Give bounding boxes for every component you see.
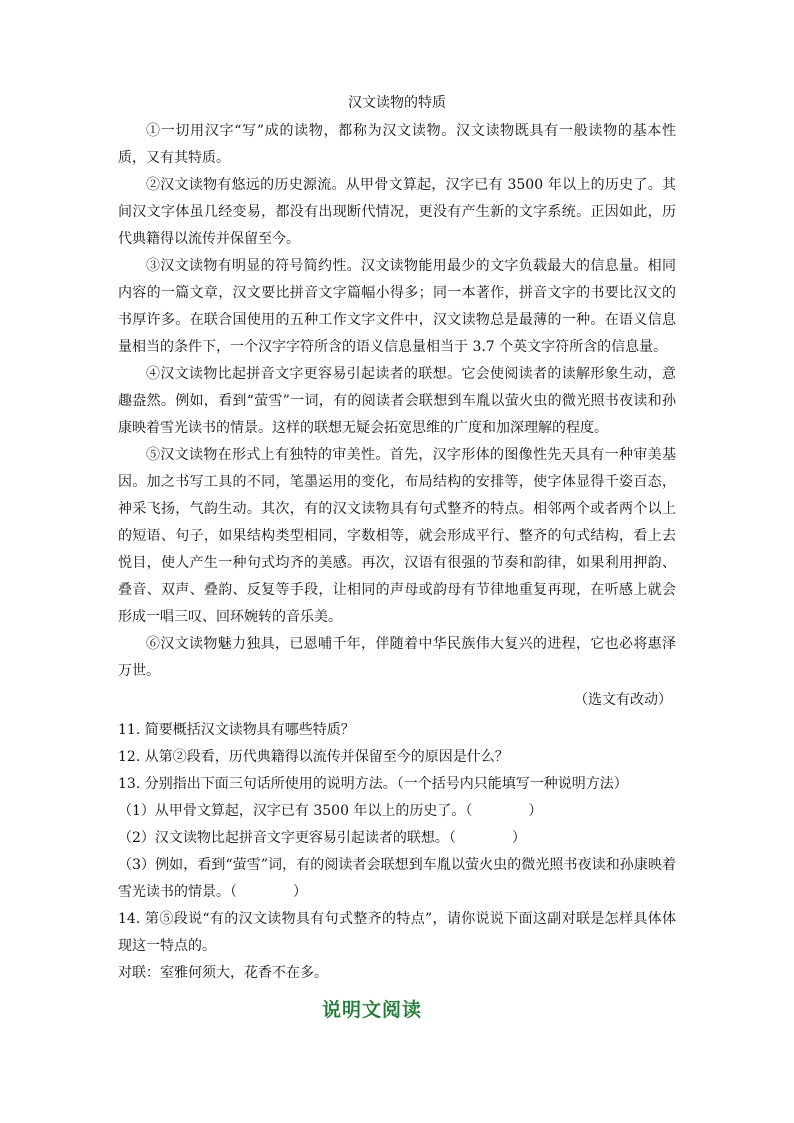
question-14: 14. 第⑤段说“有的汉文读物具有句式整齐的特点”，请你说说下面这副对联是怎样具体体现这一特点的。 bbox=[118, 911, 676, 954]
paragraph-3: ③汉文读物有明显的符号简约性。汉文读物能用最少的文字负载最大的信息量。相同内容的一篇文章，汉文要比拼音文字篇幅小得多；同一本著作，拼音文字的书要比汉文的书厚许多。在联合国使用的五种工作文字文件中，汉文读物总是最薄的一种。在语义信息量相当的条件下，一个汉字字符所含的语义信息量相当于 3.7 个英文字符所含的信息量。 bbox=[118, 258, 676, 355]
source-note: （选文有改动） bbox=[574, 692, 672, 708]
article-title: 汉文读物的特质 bbox=[348, 95, 446, 111]
paragraph-5: ⑤汉文读物在形式上有独特的审美性。首先，汉字形体的图像性先天具有一种审美基因。加之书写工具的不同，笔墨运用的变化，布局结构的安排等，使字体显得千姿百态，神采飞扬，气韵生动。其次，有的汉文读物具有句式整齐的特点。相邻两个或者两个以上的短语、句子，如果结构类型相同，字数相等，就会形成平行、整齐的句式结构，看上去悦目，使人产生一种句式均齐的美感。再次，汉语有很强的节奏和韵律，如果利用押韵、叠音、双声、叠韵、反复等手段，让相同的声母或韵母有节律地重复再现，在听感上就会形成一唱三叹、回环婉转的音乐美。 bbox=[118, 447, 676, 625]
question-13: 13. 分别指出下面三句话所使用的说明方法。（一个括号内只能填写一种说明方法） bbox=[118, 776, 628, 792]
question-11: 11. 简要概括汉文读物具有哪些特质？ bbox=[118, 722, 355, 738]
paragraph-2: ②汉文读物有悠远的历史源流。从甲骨文算起，汉字已有 3500 年以上的历史了。其间汉文字体虽几经变易，都没有出现断代情况，更没有产生新的文字系统。正因如此，历代典籍得以流传并保留至今。 bbox=[118, 177, 676, 247]
document-page bbox=[118, 92, 676, 987]
section-footer-label: 说明文阅读 bbox=[321, 999, 422, 1021]
couplet: 对联：室雅何须大，花香不在多。 bbox=[118, 965, 328, 981]
paragraph-4: ④汉文读物比起拼音文字更容易引起读者的联想。它会使阅读者的读解形象生动，意趣盎然。例如，看到“萤雪”一词，有的阅读者会联想到车胤以萤火虫的微光照书夜读和孙康映着雪光读书的情景。这样的联想无疑会拓宽思维的广度和加深理解的程度。 bbox=[118, 366, 676, 436]
question-13-item-1: （1）从甲骨文算起，汉字已有 3500 年以上的历史了。（ ） bbox=[118, 803, 543, 819]
question-12: 12. 从第②段看，历代典籍得以流传并保留至今的原因是什么？ bbox=[118, 749, 509, 765]
question-13-item-2: （2）汉文读物比起拼音文字更容易引起读者的联想。（ ） bbox=[118, 830, 526, 846]
paragraph-6: ⑥汉文读物魅力独具，已恩哺千年，伴随着中华民族伟大复兴的进程，它也必将惠泽万世。 bbox=[118, 636, 676, 679]
paragraph-1: ①一切用汉字“写”成的读物，都称为汉文读物。汉文读物既具有一般读物的基本性质，又有其特质。 bbox=[118, 123, 676, 166]
question-13-item-3: （3）例如，看到“萤雪”词，有的阅读者会联想到车胤以萤火虫的微光照书夜读和孙康映着雪光读书的情景。（ ） bbox=[118, 857, 676, 900]
